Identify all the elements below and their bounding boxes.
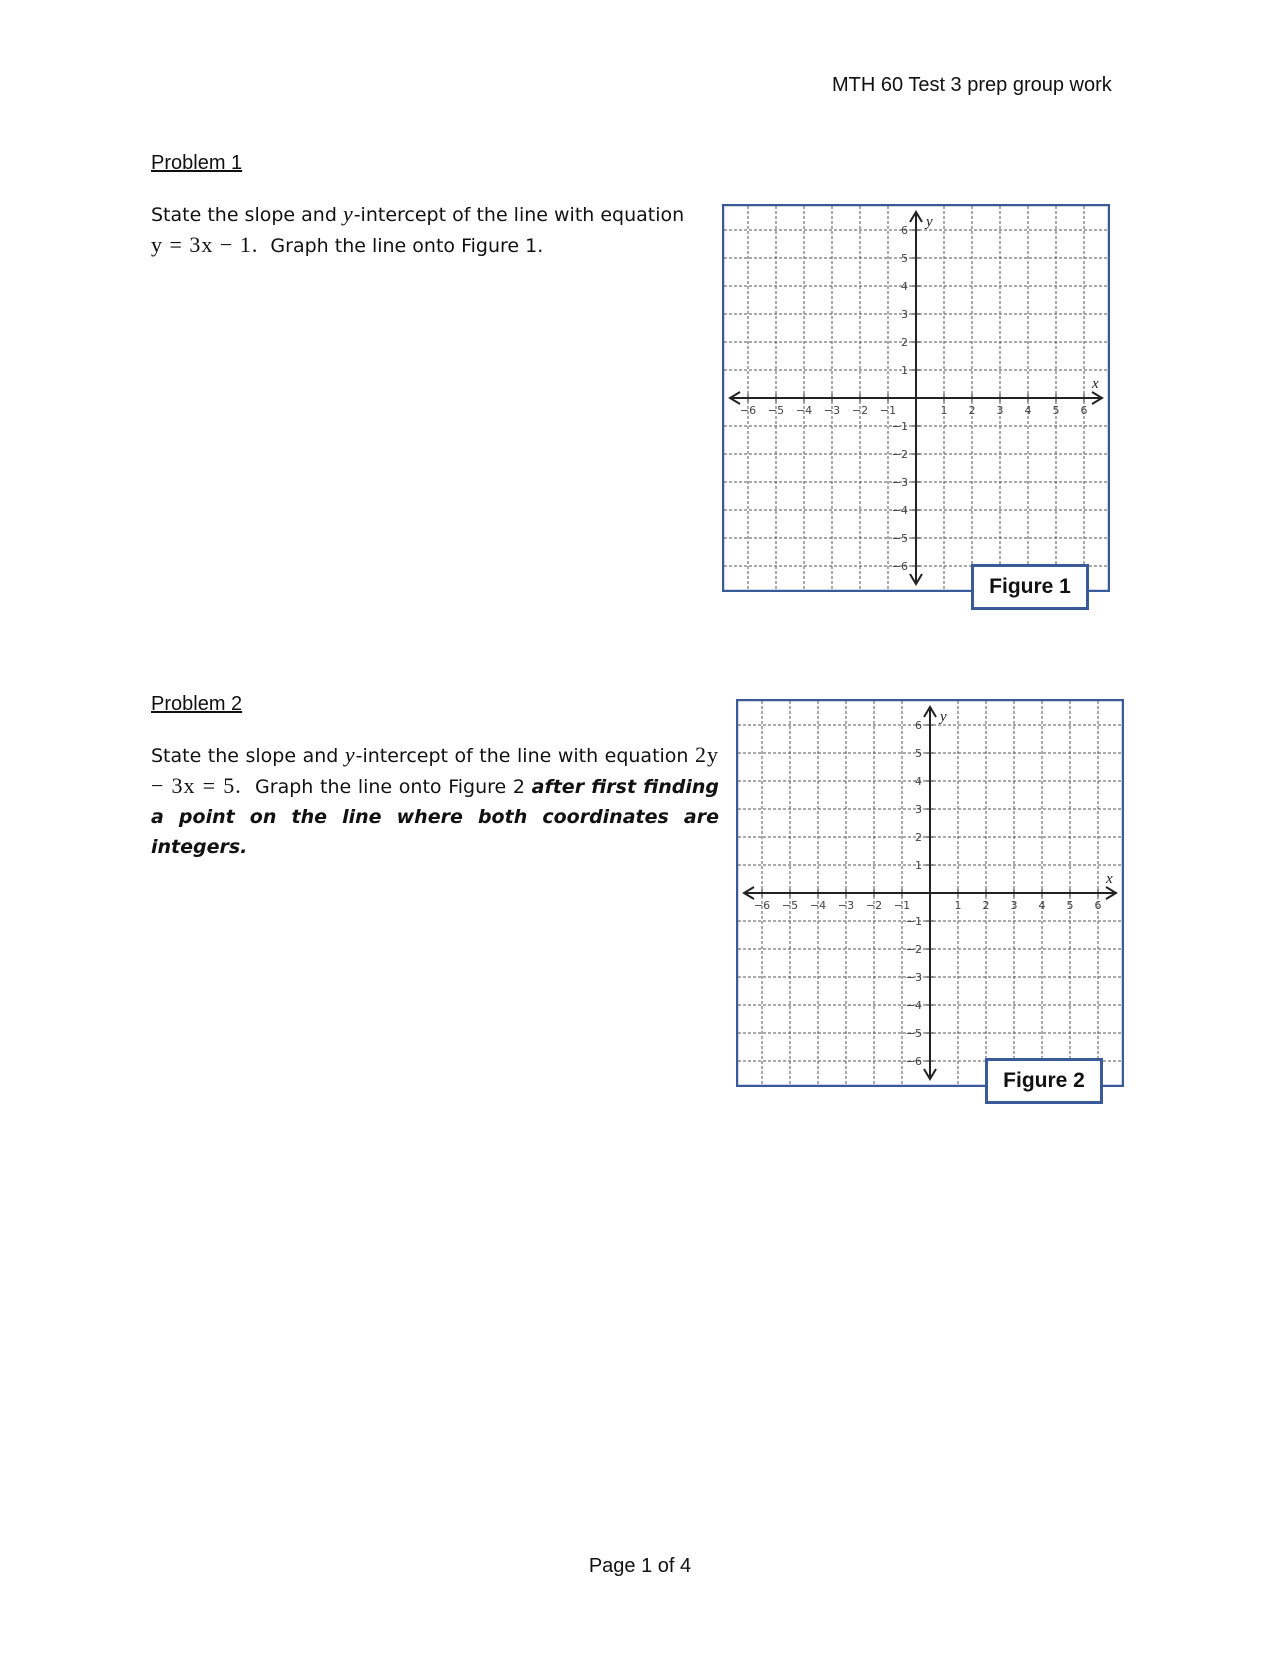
figure-2-y-tick-label: 6 xyxy=(915,719,922,732)
document-header: MTH 60 Test 3 prep group work xyxy=(832,74,1112,96)
figure-1-svg[interactable] xyxy=(722,204,1110,592)
figure-1-y-tick-label: −4 xyxy=(891,504,908,517)
figure-1-x-tick-label: −1 xyxy=(879,404,897,417)
figure-1-x-tick-label: −2 xyxy=(851,404,869,417)
figure-1-y-tick-label: −2 xyxy=(891,448,908,461)
problem-1-text: State the slope and y-intercept of the line with equation y = 3x − 1. Graph the line onto Figure 1. xyxy=(151,201,685,257)
figure-2-y-tick-label: 1 xyxy=(915,859,922,872)
figure-1-y-tick-label: −1 xyxy=(891,420,908,433)
problem-1-heading: Problem 1 xyxy=(151,152,243,174)
figure-2-y-tick-label: 4 xyxy=(915,775,922,788)
figure-2-x-tick-label: 6 xyxy=(1094,899,1102,912)
figure-1-graph[interactable] xyxy=(722,204,1110,592)
figure-2-y-tick-label: 2 xyxy=(915,831,922,844)
figure-2-x-tick-label: −5 xyxy=(781,899,799,912)
figure-2-y-tick-label: −5 xyxy=(905,1027,922,1040)
page-number: Page 1 of 4 xyxy=(588,1555,692,1577)
figure-2-x-tick-label: −1 xyxy=(893,899,911,912)
figure-1-x-tick-label: 6 xyxy=(1080,404,1088,417)
figure-2-y-tick-label: −4 xyxy=(905,999,922,1012)
figure-1-x-axis-label: x xyxy=(1092,376,1099,392)
figure-1-y-tick-label: 2 xyxy=(901,336,908,349)
figure-2-y-tick-label: −1 xyxy=(905,915,922,928)
figure-2-x-tick-label: 1 xyxy=(954,899,962,912)
figure-2-svg[interactable] xyxy=(736,699,1124,1087)
figure-1-x-tick-label: 3 xyxy=(996,404,1004,417)
figure-1-y-tick-label: 1 xyxy=(901,364,908,377)
figure-1-y-axis-label: y xyxy=(926,214,933,230)
figure-1-label: Figure 1 xyxy=(971,564,1089,610)
figure-1-x-tick-label: −5 xyxy=(767,404,785,417)
figure-1-y-tick-label: 4 xyxy=(901,280,908,293)
equation-1: y = 3x − 1. xyxy=(151,232,259,257)
figure-2-y-axis-label: y xyxy=(940,709,947,725)
figure-1-x-tick-label: −4 xyxy=(795,404,813,417)
figure-1-y-tick-label: 6 xyxy=(901,224,908,237)
figure-2-x-axis-label: x xyxy=(1106,871,1113,887)
figure-1-y-tick-label: −5 xyxy=(891,532,908,545)
figure-1-x-tick-label: 1 xyxy=(940,404,948,417)
figure-2-label: Figure 2 xyxy=(985,1058,1103,1104)
figure-1-y-tick-label: −6 xyxy=(891,560,908,573)
figure-2-y-tick-label: −3 xyxy=(905,971,922,984)
figure-2-x-tick-label: −4 xyxy=(809,899,827,912)
figure-2-x-tick-label: 2 xyxy=(982,899,990,912)
figure-1-x-tick-label: 5 xyxy=(1052,404,1060,417)
problem-2-text: State the slope and y-intercept of the line with equation 2y − 3x = 5. Graph the line onto Figure 2 after first finding a point on the line where both coordinates are integers. xyxy=(151,742,720,858)
figure-2-y-tick-label: 5 xyxy=(915,747,922,760)
instruction-emphasis: after first finding a point on the line where both coordinates are integers. xyxy=(151,776,719,858)
figure-1-y-tick-label: −3 xyxy=(891,476,908,489)
figure-2-y-tick-label: 3 xyxy=(915,803,922,816)
figure-2-x-tick-label: −3 xyxy=(837,899,855,912)
figure-1-x-tick-label: −6 xyxy=(739,404,757,417)
figure-2-x-tick-label: 5 xyxy=(1066,899,1074,912)
figure-1-x-tick-label: 2 xyxy=(968,404,976,417)
figure-2-graph[interactable] xyxy=(736,699,1124,1087)
figure-1-y-tick-label: 5 xyxy=(901,252,908,265)
equation-2: 2y − 3x = 5. xyxy=(151,742,720,798)
problem-2-heading: Problem 2 xyxy=(151,693,243,715)
figure-2-y-tick-label: −6 xyxy=(905,1055,922,1068)
figure-2-x-tick-label: −6 xyxy=(753,899,771,912)
figure-2-y-tick-label: −2 xyxy=(905,943,922,956)
figure-2-x-tick-label: 3 xyxy=(1010,899,1018,912)
figure-1-x-tick-label: 4 xyxy=(1024,404,1032,417)
figure-1-x-tick-label: −3 xyxy=(823,404,841,417)
figure-1-y-tick-label: 3 xyxy=(901,308,908,321)
figure-2-x-tick-label: −2 xyxy=(865,899,883,912)
figure-2-x-tick-label: 4 xyxy=(1038,899,1046,912)
